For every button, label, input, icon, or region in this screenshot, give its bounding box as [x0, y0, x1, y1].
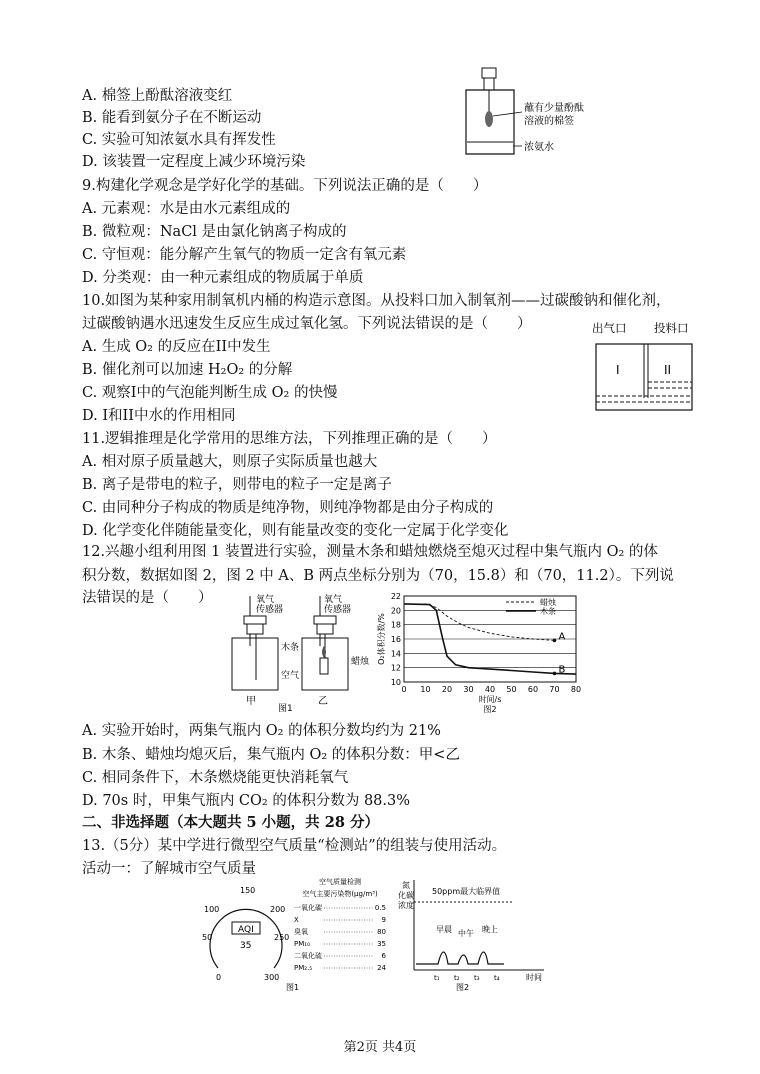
co-xlabel: 时间 — [526, 973, 542, 982]
fig1-caption: 图1 — [278, 704, 293, 714]
cotton-label-2: 溶液的棉签 — [524, 116, 574, 127]
y-tick-label: 14 — [390, 649, 401, 659]
t4-label: t₄ — [494, 974, 500, 982]
x-tick-label: 30 — [463, 685, 474, 694]
yi-label: 乙 — [318, 696, 328, 707]
pollutant-table-figure — [290, 876, 390, 978]
co-ylabel-3: 浓度 — [398, 901, 414, 910]
q9-stem: 9.构建化学观念是学好化学的基础。下列说法正确的是（ ） — [82, 178, 488, 194]
jia-label: 甲 — [246, 696, 256, 707]
q10-option-d: D. I和II中水的作用相同 — [82, 408, 236, 424]
peak-noon: 中午 — [458, 929, 474, 938]
x-tick-label: 20 — [441, 685, 453, 694]
q9-option-a: A. 元素观：水是由水元素组成的 — [82, 201, 291, 217]
t3-label: t₃ — [474, 974, 480, 982]
t2-label: t₂ — [454, 974, 460, 982]
q10-option-b: B. 催化剂可以加速 H₂O₂ 的分解 — [82, 362, 293, 378]
q10-option-a: A. 生成 O₂ 的反应在II中发生 — [82, 339, 271, 355]
table-row-value: 9 — [381, 916, 386, 924]
q13-activity: 活动一：了解城市空气质量 — [82, 861, 256, 877]
candle-label: 蜡烛 — [351, 657, 370, 667]
q9-option-d: D. 分类观：由一种元素组成的物质属于单质 — [82, 270, 364, 286]
co-ylabel-1: 氮 — [402, 881, 410, 890]
q12-stem-1: 12.兴趣小组利用图 1 装置进行实验，测量木条和蜡烛燃烧至熄灭过程中集气瓶内 O₂ 的体 — [82, 544, 658, 560]
q12-apparatus-figure — [216, 590, 376, 712]
cotton-label-1: 蘸有少量酚酞 — [524, 103, 584, 114]
table-row-name: X — [294, 916, 299, 924]
q9-option-c: C. 守恒观：能分解产生氧气的物质一定含有氧元素 — [82, 247, 407, 263]
chamber-2-label: II — [664, 363, 672, 377]
legend-label-2: 木条 — [540, 607, 556, 616]
q12-option-c: C. 相同条件下，木条燃烧能更快消耗氧气 — [82, 770, 349, 786]
q12-option-b: B. 木条、蜡烛均熄灭后，集气瓶内 O₂ 的体积分数：甲<乙 — [82, 747, 460, 763]
point-label-A: A — [558, 631, 566, 643]
y-tick-label: 12 — [390, 663, 401, 673]
co-limit-label: 50ppm最大临界值 — [432, 887, 501, 896]
q11-option-a: A. 相对原子质量越大，则原子实际质量也越大 — [82, 454, 378, 470]
sensor-label-yi: 氧气 — [324, 595, 343, 605]
y-tick-label: 20 — [390, 606, 401, 616]
table-row-name: 二氧化硫 — [294, 952, 322, 960]
q8-option-a: A. 棉签上酚酞溶液变红 — [82, 88, 233, 104]
gauge-tick-50: 50 — [202, 933, 213, 942]
aqi-label: AQI — [238, 925, 254, 935]
gauge-caption: 图1 — [286, 983, 300, 992]
wood-label: 木条 — [281, 643, 300, 653]
point-A — [553, 639, 557, 643]
q8-option-b: B. 能看到氨分子在不断运动 — [82, 110, 262, 126]
section-2-title: 二、非选择题（本大题共 5 小题，共 28 分） — [82, 814, 379, 831]
co-ylabel-2: 化碳 — [398, 891, 414, 900]
gauge-tick-100: 100 — [204, 905, 220, 914]
q8-bottle-figure — [460, 64, 600, 156]
o2-volume-chart — [376, 590, 586, 714]
x-axis-label: 时间/s — [478, 695, 502, 704]
co-fig-caption: 图2 — [456, 983, 470, 992]
chamber-1-label: I — [616, 363, 620, 377]
gauge-tick-250: 250 — [274, 933, 290, 942]
aqi-gauge-figure — [196, 880, 300, 992]
q11-stem: 11.逻辑推理是化学常用的思维方法，下列推理正确的是（ ） — [82, 431, 497, 447]
series-line-1 — [404, 604, 555, 641]
table-row-value: 6 — [381, 952, 386, 960]
x-tick-label: 60 — [527, 685, 539, 694]
table-subtitle: 空气主要污染物(μg/m³) — [302, 890, 378, 898]
x-tick-label: 40 — [484, 685, 496, 694]
y-tick-label: 16 — [390, 635, 401, 644]
point-label-B: B — [558, 664, 566, 676]
q10-oxygen-generator-figure — [588, 318, 700, 416]
q10-stem-1: 10.如图为某种家用制氧机内桶的构造示意图。从投料口加入制氧剂——过碳酸钠和催化剂， — [82, 293, 671, 309]
q12-option-d: D. 70s 时，甲集气瓶内 CO₂ 的体积分数为 88.3% — [82, 793, 411, 809]
table-row-name: PM₁₀ — [294, 940, 310, 948]
gauge-tick-0: 0 — [216, 973, 222, 982]
q9-option-b: B. 微粒观：NaCl 是由氯化钠离子构成的 — [82, 224, 347, 240]
t1-label: t₁ — [434, 974, 440, 982]
air-label: 空气 — [281, 671, 300, 681]
x-tick-label: 50 — [506, 685, 517, 694]
sensor-label-jia-2: 传感器 — [256, 605, 284, 615]
table-row-name: 一氧化碳 — [294, 904, 322, 912]
q8-option-d: D. 该装置一定程度上减少环境污染 — [82, 154, 306, 170]
gauge-tick-300: 300 — [264, 973, 280, 982]
sensor-label-yi-2: 传感器 — [324, 605, 352, 615]
y-tick-label: 18 — [390, 620, 401, 630]
page-footer: 第2页 共4页 — [343, 1040, 417, 1055]
sensor-label-jia: 氧气 — [256, 595, 275, 605]
aqi-value: 35 — [240, 941, 252, 951]
ammonia-label: 浓氨水 — [524, 142, 554, 153]
table-row-value: 24 — [377, 964, 386, 972]
gauge-tick-150: 150 — [240, 886, 256, 895]
q11-option-b: B. 离子是带电的粒子，则带电的粒子一定是离子 — [82, 477, 392, 493]
y-tick-label: 22 — [390, 592, 401, 601]
table-row-value: 35 — [377, 940, 386, 948]
q10-stem-2: 过碳酸钠遇水迅速发生反应生成过氧化氢。下列说法错误的是（ ） — [82, 316, 532, 332]
q11-option-d: D. 化学变化伴随能量变化，则有能量改变的变化一定属于化学变化 — [82, 523, 509, 539]
gauge-tick-200: 200 — [270, 905, 286, 914]
y-axis-label: O₂体积分数/% — [377, 613, 386, 665]
legend-label-1: 蜡烛 — [540, 598, 556, 607]
table-title: 空气质量检测 — [319, 878, 361, 886]
q8-option-c: C. 实验可知浓氨水具有挥发性 — [82, 132, 276, 148]
q12-option-a: A. 实验开始时，两集气瓶内 O₂ 的体积分数均约为 21% — [82, 723, 441, 739]
peak-morning: 早晨 — [436, 925, 452, 934]
chart-caption: 图2 — [483, 705, 497, 714]
table-row-name: PM₂.₅ — [294, 964, 313, 972]
peak-evening: 晚上 — [482, 925, 498, 934]
q12-stem-3: 法错误的是（ ） — [82, 590, 213, 606]
q10-option-c: C. 观察I中的气泡能判断生成 O₂ 的快慢 — [82, 385, 338, 401]
x-tick-label: 70 — [549, 685, 560, 694]
table-row-value: 80 — [377, 928, 386, 936]
q11-option-c: C. 由同种分子构成的物质是纯净物，则纯净物都是由分子构成的 — [82, 500, 494, 516]
table-row-name: 臭氧 — [294, 928, 308, 936]
y-tick-label: 10 — [390, 678, 401, 687]
x-tick-label: 0 — [401, 685, 407, 694]
x-tick-label: 80 — [570, 685, 582, 694]
outlet-label: 出气口 — [592, 321, 627, 335]
inlet-label: 投料口 — [654, 321, 689, 335]
q12-stem-2: 积分数，数据如图 2，图 2 中 A、B 两点坐标分别为（70，15.8）和（70，11.2）。下列说 — [82, 568, 674, 584]
q13-stem: 13.（5分）某中学进行微型空气质量“检测站”的组装与使用活动。 — [82, 838, 507, 854]
table-row-value: 0.5 — [374, 904, 386, 912]
point-B — [553, 672, 557, 676]
x-tick-label: 10 — [420, 685, 431, 694]
co-concentration-figure — [394, 880, 554, 992]
